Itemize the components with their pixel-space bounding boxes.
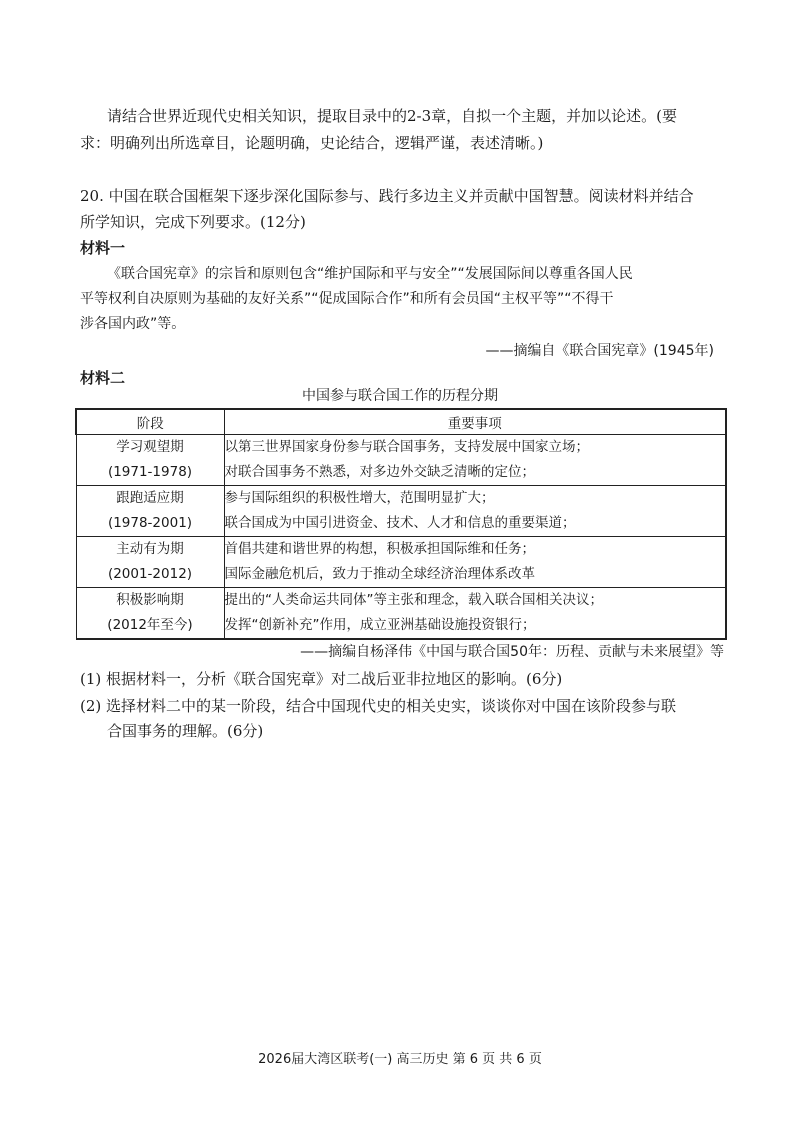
material1-source: ——摘编自《联合国宪章》(1945年): [485, 343, 714, 359]
sub-question-2-line1: (2) 选择材料二中的某一阶段，结合中国现代史的相关史实，谈谈你对中国在该阶段参与联: [80, 697, 677, 715]
event-item: 以第三世界国家身份参与联合国事务，支持发展中国家立场；: [224, 439, 589, 455]
events-cell: [224, 486, 726, 537]
q20-stem-line2: 所学知识，完成下列要求。(12分): [80, 213, 306, 231]
material1-line3: 涉各国内政”等。: [80, 316, 186, 332]
stage-cell: [76, 435, 224, 486]
stage-period: (2001-2012): [107, 566, 193, 582]
table-row: [76, 486, 726, 537]
event-item: 参与国际组织的积极性增大，范围明显扩大；: [224, 490, 495, 506]
event-item: 对联合国事务不熟悉，对多边外交缺乏清晰的定位；: [224, 464, 535, 480]
stage-name: 主动有为期: [116, 541, 184, 557]
stage-cell: [76, 486, 224, 537]
stage-cell: [76, 537, 224, 588]
stage-name: 跟跑适应期: [116, 490, 184, 506]
table-title: 中国参与联合国工作的历程分期: [302, 388, 498, 404]
event-item: 首倡共建和谐世界的构想，积极承担国际维和任务；: [224, 541, 535, 557]
sub-question-2-line2: 合国事务的理解。(6分): [107, 722, 264, 740]
material2-source: ——摘编自杨泽伟《中国与联合国50年：历程、贡献与未来展望》等: [300, 644, 724, 660]
q20-stem-line1: 20. 中国在联合国框架下逐步深化国际参与、践行多边主义并贡献中国智慧。阅读材料并结合: [80, 187, 694, 205]
stage-period: (2012年至今): [107, 617, 193, 633]
events-cell: [224, 435, 726, 486]
event-item: 国际金融危机后，致力于推动全球经济治理体系改革: [224, 566, 535, 582]
table-row: [76, 435, 726, 486]
material1-heading: 材料一: [80, 239, 126, 257]
stage-period: (1978-2001): [107, 515, 193, 531]
page-footer: 2026届大湾区联考(一) 高三历史 第 6 页 共 6 页: [258, 1052, 542, 1067]
col-header-stage: 阶段: [76, 409, 224, 435]
stage-period: (1971-1978): [107, 464, 193, 480]
table-row: [76, 537, 726, 588]
event-item: 提出的“人类命运共同体”等主张和理念，载入联合国相关决议；: [224, 592, 603, 608]
event-item: 联合国成为中国引进资金、技术、人才和信息的重要渠道；: [224, 515, 576, 531]
stage-name: 学习观望期: [116, 439, 184, 455]
stage-name: 积极影响期: [116, 592, 184, 608]
history-stages-table: [75, 408, 727, 640]
events-cell: [224, 537, 726, 588]
stage-cell: [76, 588, 224, 640]
q19-instruction-line2: 求：明确列出所选章目，论题明确，史论结合，逻辑严谨，表述清晰。): [80, 134, 544, 152]
event-item: 发挥“创新补充”作用，成立亚洲基础设施投资银行；: [224, 617, 536, 633]
q19-instruction-line1: 请结合世界近现代史相关知识，提取目录中的2-3章，自拟一个主题，并加以论述。(要: [107, 107, 678, 125]
sub-question-1: (1) 根据材料一，分析《联合国宪章》对二战后亚非拉地区的影响。(6分): [80, 670, 563, 688]
material2-heading: 材料二: [80, 369, 126, 387]
table-row: [76, 588, 726, 640]
col-header-events: 重要事项: [224, 409, 726, 435]
material1-line2: 平等权利自决原则为基础的友好关系”“促成国际合作”和所有会员国“主权平等”“不得干: [80, 291, 614, 307]
material1-line1: 《联合国宪章》的宗旨和原则包含“维护国际和平与安全”“发展国际间以尊重各国人民: [107, 266, 633, 282]
table-header-row: [76, 409, 726, 435]
events-cell: [224, 588, 726, 640]
